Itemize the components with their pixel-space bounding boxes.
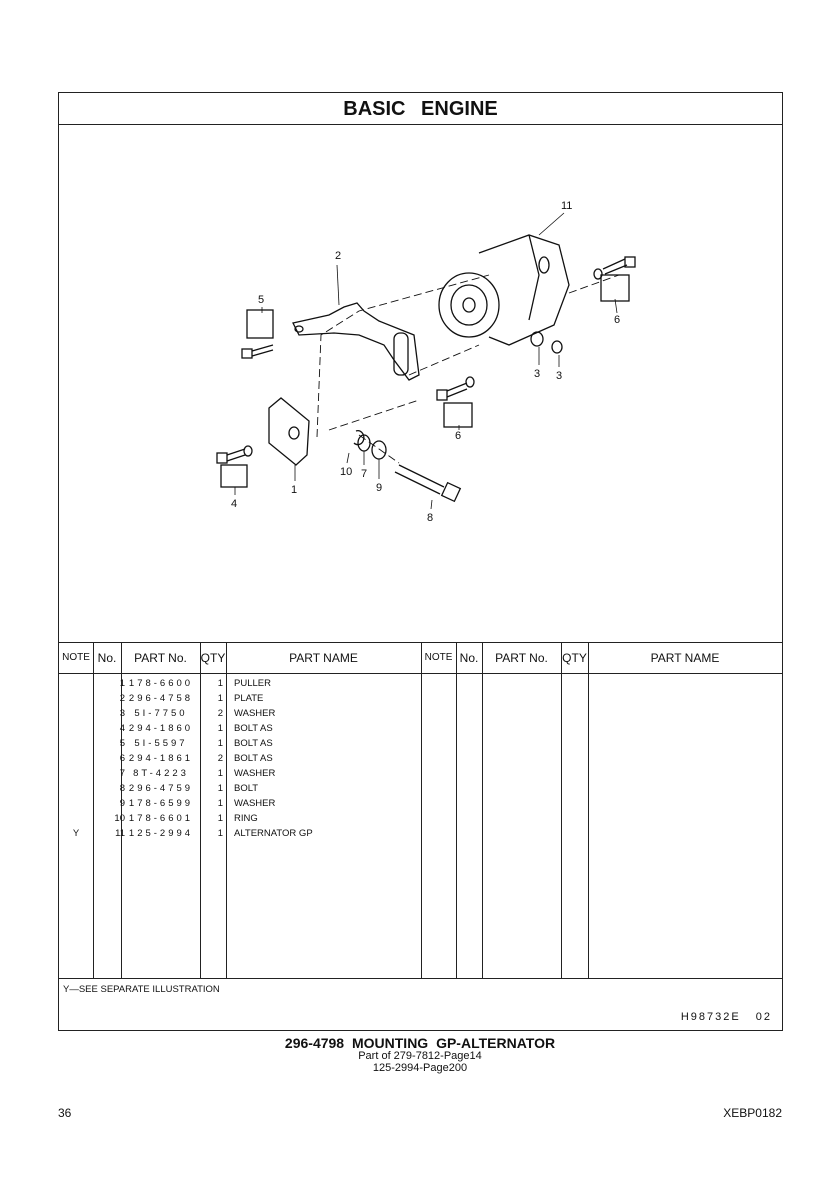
alternator-pulley [439, 273, 499, 337]
bolt-5-label-box [247, 310, 273, 338]
table-row: 1 178-6600 1 PULLER [119, 678, 271, 689]
header-note-2: NOTE [424, 652, 453, 663]
washer-3b [552, 341, 562, 353]
drawing-number: H98732E 02 [680, 1011, 772, 1023]
callout-1: 1 [291, 484, 298, 496]
header-qty-2: QTY [562, 651, 587, 665]
header-part-name-2: PART NAME [650, 651, 720, 665]
callout-6b: 6 [455, 430, 462, 442]
bolt-6a-label-box [601, 275, 629, 301]
exploded-view-illustration [59, 125, 782, 643]
caption-line-3: 125-2994-Page200 [372, 1062, 468, 1074]
bolt-4-label-box [221, 465, 247, 487]
section-title: BASIC ENGINE [59, 93, 782, 125]
table-row: 8 296-4759 1 BOLT [119, 783, 259, 794]
table-row: Y 11 125-2994 1 ALTERNATOR GP [72, 828, 313, 839]
parts-table [59, 642, 782, 979]
table-row: 10 178-6601 1 RING [114, 813, 258, 824]
table-row: 5 5I-5597 1 BOLT AS [119, 738, 273, 749]
bolt-6b-label-box [444, 403, 472, 427]
washer-3a [531, 332, 543, 346]
callout-3b: 3 [556, 370, 563, 382]
table-row: 7 8T-4223 1 WASHER [119, 768, 276, 779]
footnote: Y—SEE SEPARATE ILLUSTRATION [63, 984, 220, 995]
callout-9: 9 [376, 482, 383, 494]
caption-line-2: Part of 279-7812-Page14 [358, 1050, 482, 1062]
callout-6a: 6 [614, 314, 621, 326]
callout-7: 7 [361, 468, 368, 480]
header-part-no: PART No. [134, 651, 187, 665]
callout-10: 10 [340, 466, 353, 478]
bolt-6b-head [437, 390, 447, 400]
callout-5: 5 [258, 294, 265, 306]
page-number: 36 [58, 1106, 72, 1120]
bolt-8-shank [395, 465, 444, 494]
bolt-8-head [442, 483, 461, 502]
header-part-name: PART NAME [289, 651, 358, 665]
alternator-body [479, 235, 569, 345]
bolt-5-head [242, 349, 252, 358]
header-note: NOTE [62, 652, 90, 663]
exploded-view-drawing [59, 125, 781, 643]
header-part-no-2: PART No. [495, 651, 548, 665]
table-row: 9 178-6599 1 WASHER [119, 798, 276, 809]
parts-frame [58, 92, 783, 1031]
table-row: 2 296-4758 1 PLATE [119, 693, 264, 704]
bolt-4-head [217, 453, 227, 463]
header-no-2: No. [459, 651, 479, 665]
callout-4: 4 [231, 498, 238, 510]
table-row: 3 5I-7750 2 WASHER [119, 708, 276, 719]
callout-2: 2 [335, 250, 342, 262]
callout-3a: 3 [534, 368, 541, 380]
header-qty: QTY [200, 651, 226, 665]
washer-9 [372, 441, 386, 459]
table-header [59, 643, 782, 674]
document-id: XEBP0182 [723, 1106, 782, 1120]
callout-8: 8 [427, 512, 434, 524]
header-no: No. [97, 651, 117, 665]
callout-11: 11 [561, 200, 573, 212]
caption-title: 296-4798 MOUNTING GP-ALTERNATOR [284, 1035, 556, 1051]
table-row: 6 294-1861 2 BOLT AS [119, 753, 273, 764]
table-row: 4 294-1860 1 BOLT AS [119, 723, 273, 734]
plate-shape [293, 303, 419, 380]
table-rows [59, 676, 782, 841]
